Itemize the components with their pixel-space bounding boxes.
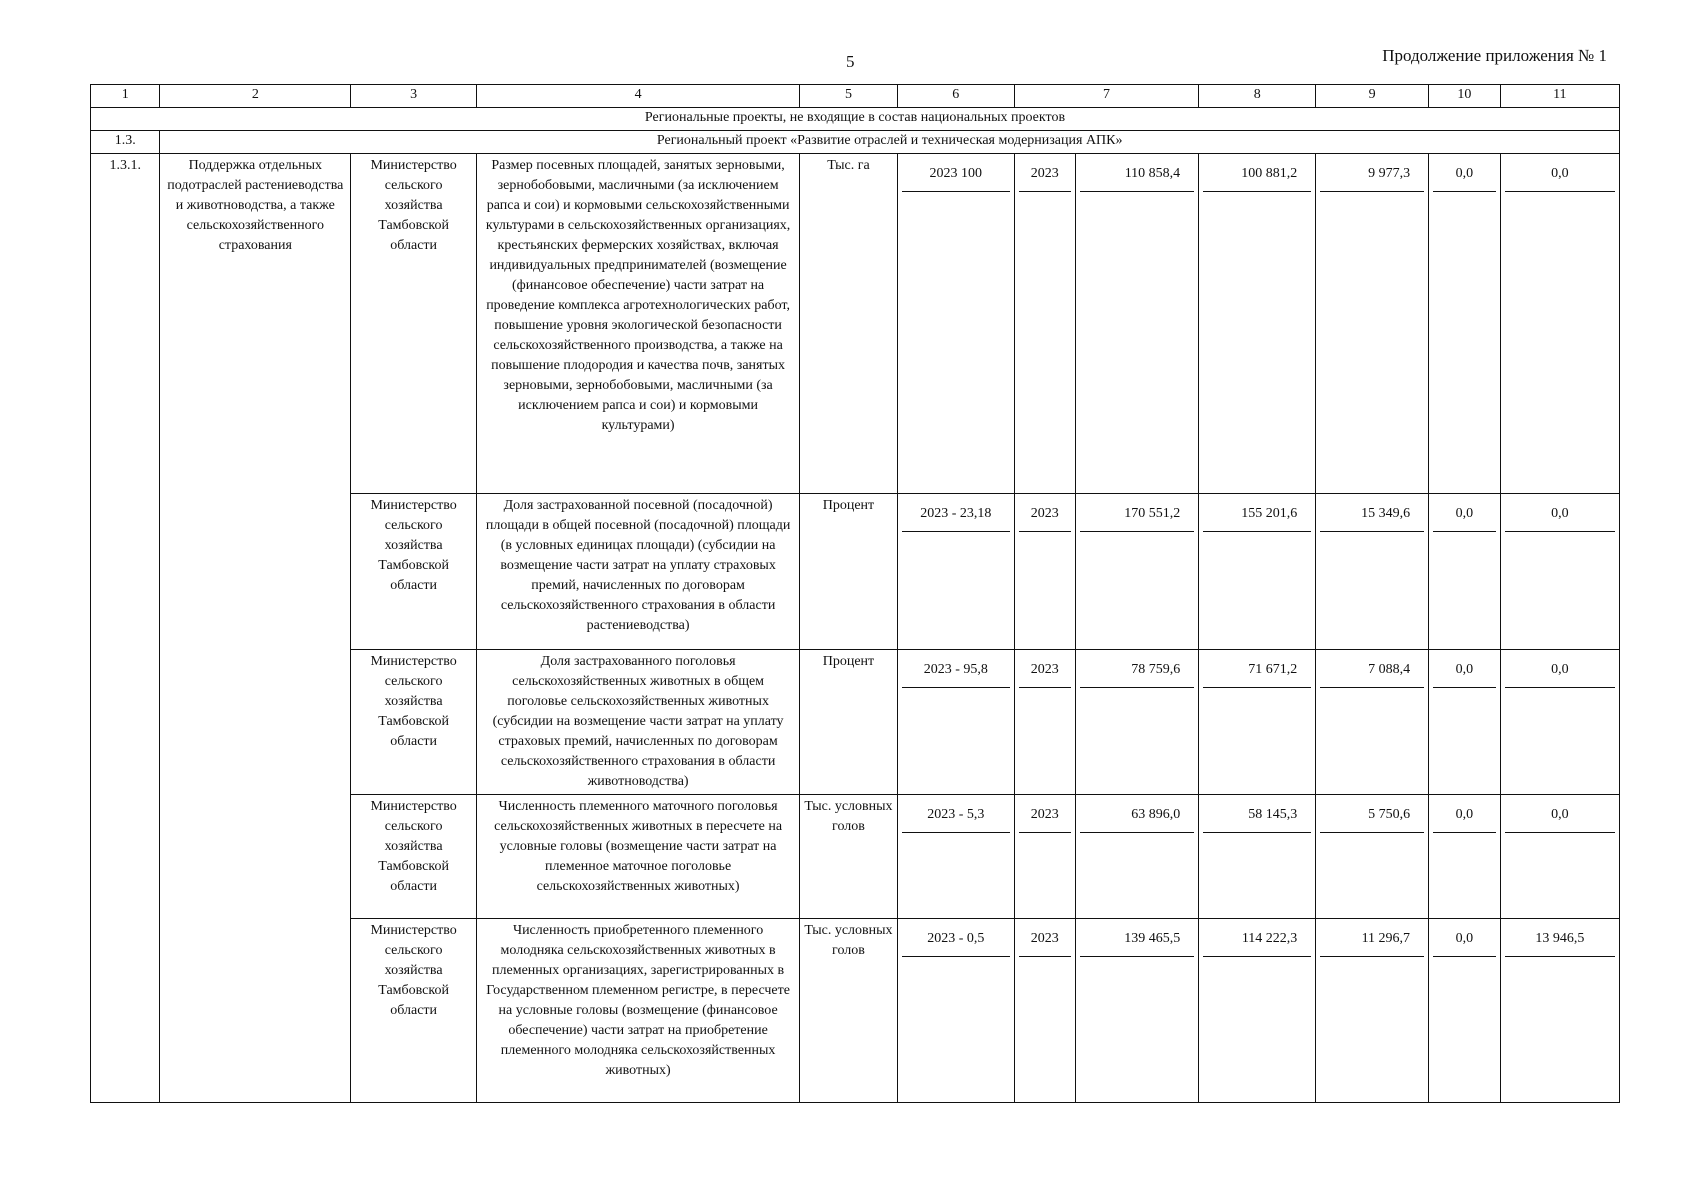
executor-cell: Министерство сельского хозяйства Тамбовской области bbox=[351, 154, 477, 494]
executor-cell: Министерство сельского хозяйства Тамбовской области bbox=[351, 494, 477, 650]
program-table bbox=[90, 84, 1620, 1103]
total-cell: 139 465,5 bbox=[1075, 919, 1199, 1103]
column-number: 4 bbox=[477, 85, 800, 108]
year-cell: 2023 bbox=[1014, 650, 1075, 795]
column-number: 5 bbox=[800, 85, 898, 108]
unit-cell: Тыс. условных голов bbox=[800, 919, 898, 1103]
page-number: 5 bbox=[846, 52, 855, 71]
target-cell: 2023 100 bbox=[897, 154, 1014, 494]
indicator-cell: Размер посевных площадей, занятых зерновыми, зернобобовыми, масличными (за исключением рапса и сои) и кормовыми сельскохозяйственными культурами в сельскохозяйственных организациях, крестьянских фермерских хозяйствах, включая индивидуальных предпринимателей (возмещение (финансовое обеспечение) части затрат на проведение комплекса агротехнологических работ, повышение уровня экологической безопасности сельскохозяйственного производства, а также на повышение плодородия и качества почв, занятых зерновыми, зернобобовыми, масличными (за исключением рапса и сои) и кормовыми культурами) bbox=[477, 154, 800, 494]
total-cell: 78 759,6 bbox=[1075, 650, 1199, 795]
year-cell: 2023 bbox=[1014, 919, 1075, 1103]
executor-cell: Министерство сельского хозяйства Тамбовской области bbox=[351, 795, 477, 919]
project-number: 1.3. bbox=[91, 131, 160, 154]
local-cell: 0,0 bbox=[1429, 650, 1501, 795]
indicator-cell: Численность племенного маточного поголовья сельскохозяйственных животных в пересчете на условные головы (возмещение части затрат на племенное маточное поголовье сельскохозяйственных животных) bbox=[477, 795, 800, 919]
column-number: 6 bbox=[897, 85, 1014, 108]
local-cell: 0,0 bbox=[1429, 795, 1501, 919]
regional-cell: 9 977,3 bbox=[1316, 154, 1429, 494]
column-number: 2 bbox=[160, 85, 351, 108]
unit-cell: Тыс. условных голов bbox=[800, 795, 898, 919]
target-cell: 2023 - 23,18 bbox=[897, 494, 1014, 650]
measure-number: 1.3.1. bbox=[91, 154, 160, 1103]
appendix-continuation-label: Продолжение приложения № 1 bbox=[1382, 46, 1607, 65]
executor-cell: Министерство сельского хозяйства Тамбовской области bbox=[351, 650, 477, 795]
year-cell: 2023 bbox=[1014, 795, 1075, 919]
unit-cell: Процент bbox=[800, 494, 898, 650]
total-cell: 110 858,4 bbox=[1075, 154, 1199, 494]
column-number: 1 bbox=[91, 85, 160, 108]
target-cell: 2023 - 95,8 bbox=[897, 650, 1014, 795]
extra-cell: 0,0 bbox=[1500, 650, 1619, 795]
federal-cell: 71 671,2 bbox=[1199, 650, 1316, 795]
column-number: 11 bbox=[1500, 85, 1619, 108]
year-cell: 2023 bbox=[1014, 494, 1075, 650]
federal-cell: 100 881,2 bbox=[1199, 154, 1316, 494]
extra-cell: 0,0 bbox=[1500, 494, 1619, 650]
measure-name: Поддержка отдельных подотраслей растениеводства и животноводства, а также сельскохозяйственного страхования bbox=[160, 154, 351, 1103]
table-row bbox=[91, 154, 1620, 494]
project-header-row bbox=[91, 131, 1620, 154]
project-title: Региональный проект «Развитие отраслей и техническая модернизация АПК» bbox=[160, 131, 1620, 154]
regional-cell: 11 296,7 bbox=[1316, 919, 1429, 1103]
column-number-row bbox=[91, 85, 1620, 108]
federal-cell: 114 222,3 bbox=[1199, 919, 1316, 1103]
section-header-row bbox=[91, 108, 1620, 131]
regional-cell: 15 349,6 bbox=[1316, 494, 1429, 650]
executor-cell: Министерство сельского хозяйства Тамбовской области bbox=[351, 919, 477, 1103]
column-number: 3 bbox=[351, 85, 477, 108]
total-cell: 63 896,0 bbox=[1075, 795, 1199, 919]
local-cell: 0,0 bbox=[1429, 494, 1501, 650]
target-cell: 2023 - 0,5 bbox=[897, 919, 1014, 1103]
column-number: 10 bbox=[1429, 85, 1501, 108]
target-cell: 2023 - 5,3 bbox=[897, 795, 1014, 919]
indicator-cell: Доля застрахованного поголовья сельскохозяйственных животных в общем поголовье сельскохозяйственных животных (субсидии на возмещение части затрат на уплату страховых премий, начисленных по договорам сельскохозяйственного страхования в области животноводства) bbox=[477, 650, 800, 795]
local-cell: 0,0 bbox=[1429, 919, 1501, 1103]
indicator-cell: Численность приобретенного племенного молодняка сельскохозяйственных животных в племенных организациях, зарегистрированных в Государственном племенном регистре, в пересчете на условные головы (возмещение (финансовое обеспечение) части затрат на приобретение племенного молодняка сельскохозяйственных животных) bbox=[477, 919, 800, 1103]
year-cell: 2023 bbox=[1014, 154, 1075, 494]
column-number: 9 bbox=[1316, 85, 1429, 108]
federal-cell: 155 201,6 bbox=[1199, 494, 1316, 650]
column-number: 7 bbox=[1014, 85, 1198, 108]
federal-cell: 58 145,3 bbox=[1199, 795, 1316, 919]
local-cell: 0,0 bbox=[1429, 154, 1501, 494]
unit-cell: Тыс. га bbox=[800, 154, 898, 494]
column-number: 8 bbox=[1199, 85, 1316, 108]
unit-cell: Процент bbox=[800, 650, 898, 795]
indicator-cell: Доля застрахованной посевной (посадочной) площади в общей посевной (посадочной) площади (в условных единицах площади) (субсидии на возмещение части затрат на уплату страховых премий, начисленных по договорам сельскохозяйственного страхования в области растениеводства) bbox=[477, 494, 800, 650]
regional-cell: 5 750,6 bbox=[1316, 795, 1429, 919]
extra-cell: 13 946,5 bbox=[1500, 919, 1619, 1103]
regional-cell: 7 088,4 bbox=[1316, 650, 1429, 795]
extra-cell: 0,0 bbox=[1500, 795, 1619, 919]
section-title: Региональные проекты, не входящие в состав национальных проектов bbox=[91, 108, 1620, 131]
extra-cell: 0,0 bbox=[1500, 154, 1619, 494]
total-cell: 170 551,2 bbox=[1075, 494, 1199, 650]
